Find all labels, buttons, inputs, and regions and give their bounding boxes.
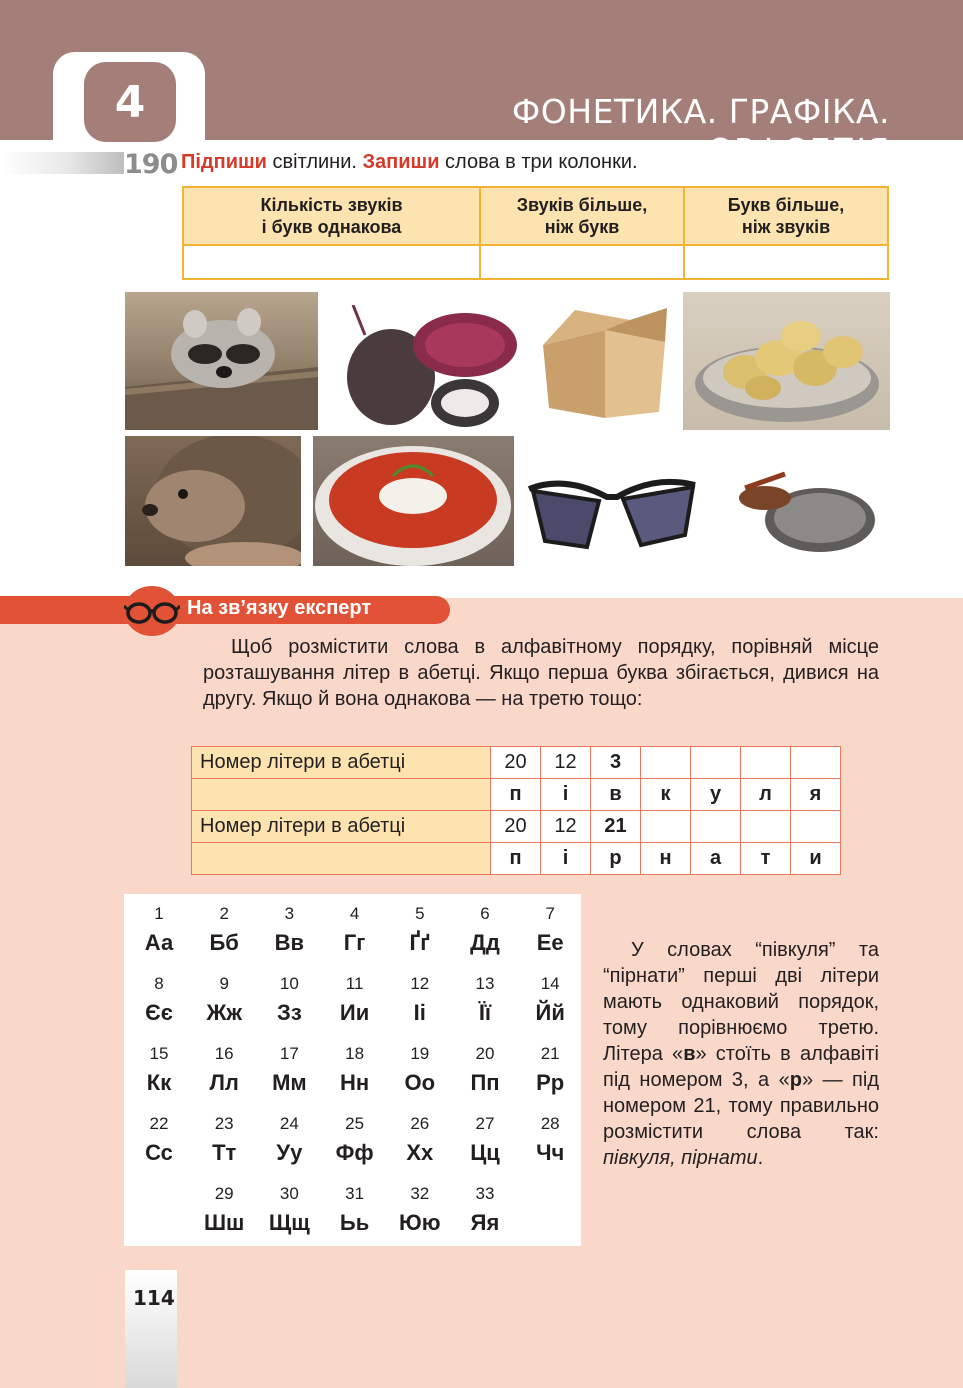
alphabet-letter-number: 3 [284, 904, 295, 923]
alphabet-letter-number: 6 [480, 904, 490, 923]
alphabet-letter [387, 974, 453, 1026]
alphabet-letter-number: 31 [345, 1184, 365, 1203]
alphabet-letter-glyph: Лл [209, 1070, 239, 1095]
alphabet-letter-glyph: Гг [343, 930, 366, 955]
table-cell: 12 [541, 811, 591, 843]
alphabet-letter [191, 1044, 257, 1096]
alphabet-letter-glyph: Єє [145, 1000, 173, 1025]
alphabet-letter [126, 1044, 192, 1096]
table-cell: и [791, 843, 841, 875]
alphabet-letter [256, 1044, 322, 1096]
table-cell: 20 [491, 747, 541, 779]
alphabet-letter [126, 974, 192, 1026]
alphabet-letter-glyph: Чч [536, 1140, 565, 1165]
alphabet-letter-glyph: Цц [470, 1140, 500, 1165]
alphabet-letter-glyph: Фф [335, 1140, 374, 1165]
table-cell: п [491, 779, 541, 811]
photo-cardboard-box [535, 300, 672, 430]
alphabet-box [124, 894, 581, 1246]
alphabet-letter-number: 4 [349, 904, 360, 923]
table-cell: н [641, 843, 691, 875]
alphabet-letter [517, 904, 583, 956]
alphabet-letter [126, 904, 192, 956]
table-cell [691, 747, 741, 779]
alphabet-letter [517, 974, 583, 1026]
explanation-note: У словах “півкуля” та “пірнати” перші дві літери мають однаковий порядок, тому порівнюємо третю. Літера «в» стоїть в алфавіті під номером 3, а «р» — під номером 21, тому правильно розмістити слова так: півкуля, пірнати. [603, 939, 880, 1169]
columns-table [182, 186, 889, 280]
table-cell: я [791, 779, 841, 811]
alphabet-letter [387, 904, 453, 956]
page-number: 114 [133, 1286, 175, 1310]
alphabet-letter-number: 17 [279, 1044, 299, 1063]
table-cell: 3 [591, 747, 641, 779]
alphabet-letter-glyph: Бб [209, 930, 239, 955]
alphabet-letter-glyph: Ьь [339, 1210, 370, 1235]
table-cell [691, 811, 741, 843]
alphabet-letter-glyph: Щщ [268, 1210, 310, 1235]
alphabet-letter-number: 30 [279, 1184, 299, 1203]
table-cell: 21 [591, 811, 641, 843]
alphabet-letter-glyph: Ґґ [409, 930, 431, 955]
alphabet-letter-glyph: Ее [536, 930, 564, 955]
alphabet-letter-glyph: Уу [276, 1140, 303, 1165]
photo-beetroot [325, 305, 522, 433]
column-header-more-sounds: Звуків більше, ніж букв [480, 187, 684, 245]
alphabet-letter-number: 7 [545, 904, 555, 923]
alphabet-letter [387, 1184, 453, 1236]
exercise-number: 190 [124, 149, 178, 180]
instruction-text-2: слова в три колонки. [439, 151, 638, 173]
alphabet-letter [191, 974, 257, 1026]
alphabet-letter [452, 1184, 518, 1236]
instruction-verb-sign: Підпиши [181, 151, 267, 173]
chapter-number: 4 [84, 62, 176, 142]
glasses-icon [124, 586, 180, 636]
chapter-title: ФОНЕТИКА. ГРАФІКА. ОРФОЕПІЯ [511, 92, 890, 170]
alphabet-letter-glyph: Кк [146, 1070, 172, 1095]
alphabet-letter [191, 904, 257, 956]
photo-potatoes [683, 292, 890, 430]
alphabet-letter [452, 974, 518, 1026]
table-cell: і [541, 779, 591, 811]
alphabet-letter-glyph: Хх [406, 1140, 434, 1165]
table-row [192, 811, 841, 843]
table-cell [791, 747, 841, 779]
alphabet-letter [126, 1114, 192, 1166]
alphabet-letter-number: 24 [279, 1114, 299, 1133]
instruction-text-1: світлини. [266, 151, 363, 173]
alphabet-letter-number: 22 [149, 1114, 169, 1133]
table-cell: л [741, 779, 791, 811]
photo-hedgehog [125, 436, 301, 566]
alphabet-letter [387, 1044, 453, 1096]
alphabet-letter-glyph: Нн [340, 1070, 370, 1095]
row-label: Номер літери в абетці [192, 747, 491, 779]
exercise-instruction [181, 151, 638, 174]
table-cell: к [641, 779, 691, 811]
photo-sunglasses [525, 455, 700, 555]
instruction-verb-write: Запиши [362, 151, 440, 173]
alphabet-letter-number: 10 [279, 974, 299, 993]
alphabet-letter-glyph: Зз [277, 1000, 302, 1025]
alphabet-letter-number: 12 [410, 974, 430, 993]
alphabet-letter-glyph: Юю [399, 1210, 441, 1235]
alphabet-letter-number: 18 [345, 1044, 365, 1063]
alphabet-letter-glyph: Іі [413, 1000, 426, 1025]
alphabet-letter [452, 904, 518, 956]
table-row [192, 747, 841, 779]
alphabet-letter-number: 9 [219, 974, 229, 993]
table-cell [741, 747, 791, 779]
alphabet-letter-number: 27 [475, 1114, 495, 1133]
alphabet-letter-number: 23 [214, 1114, 234, 1133]
alphabet-letter [452, 1114, 518, 1166]
table-cell: у [691, 779, 741, 811]
alphabet-letter [191, 1114, 257, 1166]
column-header-equal: Кількість звуків і букв однакова [183, 187, 480, 245]
alphabet-letter-number: 26 [410, 1114, 430, 1133]
table-row [192, 843, 841, 875]
alphabet-letter-number: 19 [410, 1044, 430, 1063]
table-cell [641, 747, 691, 779]
alphabet-letter [256, 974, 322, 1026]
alphabet-letter-number: 21 [540, 1044, 560, 1063]
expert-title: На зв’язку експерт [187, 597, 372, 619]
row-label: Номер літери в абетці [192, 811, 491, 843]
answer-cell-more-letters[interactable] [684, 245, 888, 279]
table-cell [741, 811, 791, 843]
table-cell: т [741, 843, 791, 875]
alphabet-letter [322, 1184, 388, 1236]
alphabet-letter-number: 33 [475, 1184, 495, 1203]
table-cell [791, 811, 841, 843]
alphabet-letter [322, 974, 388, 1026]
photo-borscht [313, 436, 514, 566]
alphabet-letter-glyph: Оо [404, 1070, 436, 1095]
table-cell: а [691, 843, 741, 875]
alphabet-letter-glyph: Тт [212, 1140, 237, 1165]
table-cell: р [591, 843, 641, 875]
alphabet-letter [322, 1114, 388, 1166]
alphabet-letter-number: 8 [154, 974, 164, 993]
table-cell: в [591, 779, 641, 811]
alphabet-letter-glyph: Яя [470, 1210, 500, 1235]
alphabet-letter-glyph: Жж [206, 1000, 242, 1025]
alphabet-letter-number: 11 [345, 974, 364, 993]
letter-comparison-table [191, 746, 841, 875]
alphabet-letter-glyph: Йй [535, 1000, 565, 1025]
table-cell: і [541, 843, 591, 875]
answer-cell-equal[interactable] [183, 245, 480, 279]
alphabet-letter-number: 1 [154, 904, 164, 923]
alphabet-letter-glyph: Мм [272, 1070, 307, 1095]
alphabet-letter-glyph: Рр [536, 1070, 565, 1095]
alphabet-letter [322, 1044, 388, 1096]
alphabet-letter [256, 1184, 322, 1236]
alphabet-letter-glyph: Шш [203, 1210, 245, 1235]
alphabet-letter-number: 28 [540, 1114, 560, 1133]
alphabet-letter-glyph: Вв [274, 930, 305, 955]
alphabet-letter-glyph: Дд [470, 930, 500, 955]
alphabet-letter-number: 2 [219, 904, 229, 923]
expert-badge [124, 586, 180, 636]
alphabet-letter [452, 1044, 518, 1096]
photo-raccoon [125, 292, 318, 430]
table-row [192, 779, 841, 811]
table-cell: 12 [541, 747, 591, 779]
exercise-strip [0, 152, 124, 174]
alphabet-letter [517, 1044, 583, 1096]
alphabet-letter-glyph: Сс [145, 1140, 173, 1165]
alphabet-letter-glyph: Пп [470, 1070, 500, 1095]
alphabet-letter-glyph: Аа [144, 930, 174, 955]
alphabet-letter-number: 29 [214, 1184, 234, 1203]
table-cell [641, 811, 691, 843]
alphabet-letter-number: 13 [475, 974, 495, 993]
expert-text: Щоб розмістити слова в алфавітному порядку, порівняй місце розташування літер в абетці. Якщо перша буква збігається, дивися на другу. Якщо й вона однакова — на третю тощо: [203, 636, 879, 710]
answer-cell-more-sounds[interactable] [480, 245, 684, 279]
alphabet-letter-number: 16 [214, 1044, 234, 1063]
table-cell: п [491, 843, 541, 875]
column-header-more-letters: Букв більше, ніж звуків [684, 187, 888, 245]
alphabet-letter [517, 1114, 583, 1166]
alphabet-letter-number: 20 [475, 1044, 495, 1063]
alphabet-letter [191, 1184, 257, 1236]
row-label [192, 779, 491, 811]
alphabet-letter-number: 15 [149, 1044, 169, 1063]
row-label [192, 843, 491, 875]
alphabet-letter [256, 904, 322, 956]
table-cell: 20 [491, 811, 541, 843]
alphabet-letter-glyph: Її [478, 1000, 492, 1025]
alphabet-letter-number: 25 [345, 1114, 365, 1133]
alphabet-letter-number: 14 [540, 974, 560, 993]
alphabet-letter [387, 1114, 453, 1166]
alphabet-letter-number: 5 [415, 904, 425, 923]
alphabet-letter [256, 1114, 322, 1166]
alphabet-letter-number: 32 [410, 1184, 430, 1203]
alphabet-letter [322, 904, 388, 956]
alphabet-letter-glyph: Ии [339, 1000, 370, 1025]
photo-frying-pan [725, 448, 885, 558]
